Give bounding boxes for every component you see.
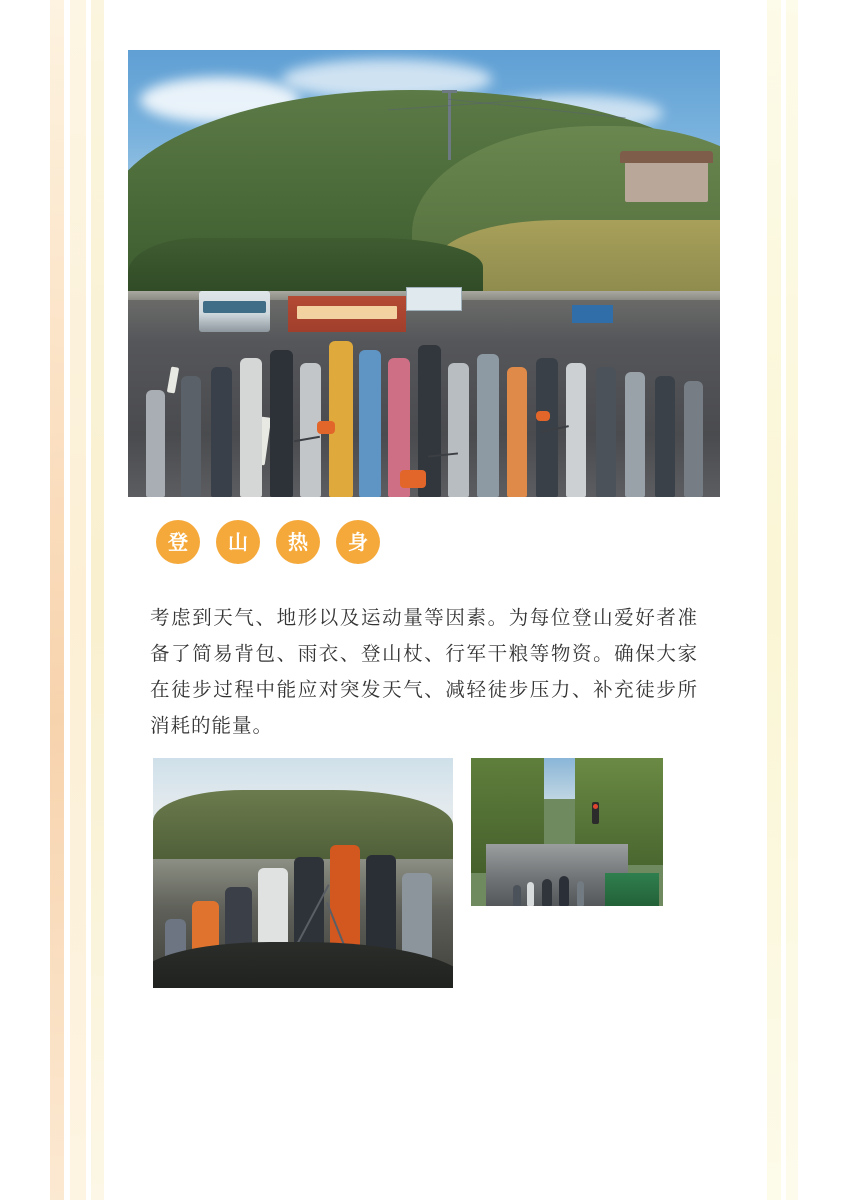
hiker <box>596 367 616 497</box>
heading-badge-2: 山 <box>216 520 260 564</box>
hiker <box>559 876 569 906</box>
border-stripe-right-inner <box>786 0 798 1200</box>
hiker <box>211 367 232 497</box>
border-gap-right-1 <box>781 0 786 1200</box>
hiker <box>146 390 165 497</box>
border-stripe-right-outer <box>767 0 781 1200</box>
hiker <box>240 358 261 497</box>
hiker <box>329 341 353 497</box>
hiker <box>527 882 535 906</box>
hiker <box>477 354 498 497</box>
heading-badge-1: 登 <box>156 520 200 564</box>
section-heading-badges <box>156 520 380 564</box>
orange-backpack <box>400 470 426 488</box>
green-bike-lane <box>605 873 659 906</box>
orange-backpack <box>536 411 550 421</box>
hiker <box>270 350 292 498</box>
body-paragraph: 考虑到天气、地形以及运动量等因素。为每位登山爱好者准备了简易背包、雨衣、登山杖、行军干粮等物资。确保大家在徒步过程中能应对突发天气、减轻徒步压力、补充徒步所消耗的能量。 <box>150 606 698 737</box>
transmission-tower <box>448 90 451 160</box>
page-left-margin <box>0 0 50 1200</box>
orange-backpack <box>317 421 335 434</box>
traffic-light-icon <box>592 802 599 824</box>
border-stripe-cream-mid <box>70 0 86 1200</box>
hero-photo <box>128 50 720 497</box>
hiker <box>181 376 201 497</box>
hiker <box>625 372 645 497</box>
border-stripe-peach-outer <box>50 0 64 1200</box>
hillside-house <box>625 162 708 202</box>
hiker <box>655 376 675 497</box>
hiker <box>507 367 527 497</box>
lower-right-photo <box>471 758 663 906</box>
hiker <box>577 881 585 906</box>
border-stripe-cream-inner <box>91 0 104 1200</box>
info-signboard <box>406 287 461 311</box>
red-banner <box>288 296 406 332</box>
content-column <box>128 0 720 1200</box>
heading-badge-3: 热 <box>276 520 320 564</box>
lower-left-photo <box>153 758 453 988</box>
heading-badge-4: 身 <box>336 520 380 564</box>
hiker <box>359 350 381 498</box>
hiker <box>566 363 586 497</box>
page-right-margin <box>798 0 848 1200</box>
hiker <box>542 879 552 906</box>
hiker <box>684 381 703 497</box>
parked-bus <box>199 291 270 331</box>
hiker <box>448 363 469 497</box>
blue-sign <box>572 305 613 323</box>
hiker <box>513 885 521 906</box>
